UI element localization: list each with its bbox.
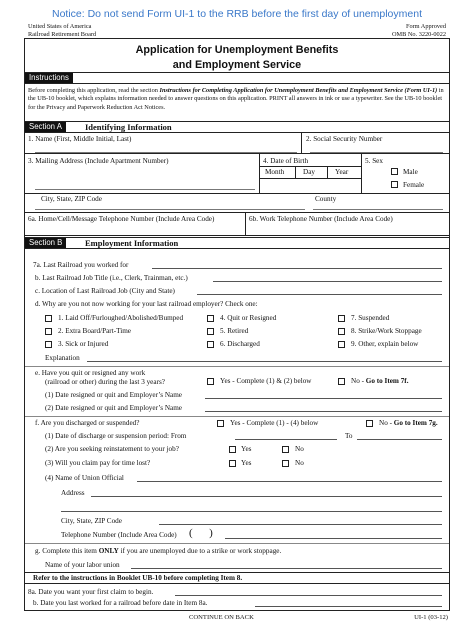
strike-question-only: ONLY [98, 547, 119, 555]
reason-6-label: 6. Discharged [220, 340, 260, 348]
rule [25, 212, 449, 213]
sex-label: 5. Sex [365, 157, 383, 165]
dob-month-label: Month [265, 168, 285, 176]
divider [327, 166, 328, 178]
divider [301, 133, 302, 153]
last-railroad-field[interactable] [152, 268, 442, 269]
job-location-label: c. Location of Last Railroad Job (City and State) [35, 287, 175, 295]
quit-1-label: (1) Date resigned or quit and Employer’s Name [45, 391, 182, 399]
explanation-field[interactable] [87, 361, 442, 362]
reason-1-checkbox[interactable] [45, 315, 52, 322]
continue-on-back: CONTINUE ON BACK [189, 614, 254, 621]
last-worked-date-label: b. Date you last worked for a railroad before date in Item 8a. [33, 599, 208, 607]
name-field[interactable] [35, 152, 297, 153]
job-location-field[interactable] [197, 294, 442, 295]
union-address-field[interactable] [91, 496, 442, 497]
quit-question-line-1: e. Have you quit or resigned any work [35, 369, 146, 377]
reason-5-label: 5. Retired [220, 327, 249, 335]
form-title-line-2: and Employment Service [172, 58, 302, 71]
ssn-field[interactable] [310, 152, 443, 153]
dob-day-label: Day [303, 168, 315, 176]
reinstatement-yes-label: Yes [241, 445, 252, 453]
quit-yes-label: Yes - Complete (1) & (2) below [220, 377, 312, 385]
instructions-italic: Instructions for Completing Application for Unemployment Benefits and Employment Service (Form UI-1) [159, 87, 438, 94]
quit-yes-checkbox[interactable] [207, 378, 214, 385]
quit-1-field[interactable] [205, 398, 442, 399]
form-id: UI-1 (03-12) [414, 614, 448, 621]
reason-8-checkbox[interactable] [338, 328, 345, 335]
divider [295, 166, 296, 178]
section-a-title: Identifying Information [85, 122, 172, 132]
discharge-no-goto: Go to Item 7g. [393, 419, 438, 427]
reason-3-label: 3. Sick or Injured [58, 340, 109, 348]
reason-question: d. Why are you not now working for your last railroad employer? Check one: [35, 300, 258, 308]
reason-9-label: 9. Other, explain below [351, 340, 419, 348]
reason-5-checkbox[interactable] [207, 328, 214, 335]
rule [25, 416, 449, 417]
section-b-header [25, 237, 449, 249]
reason-8-label: 8. Strike/Work Stoppage [351, 327, 422, 335]
discharge-to-label: To [345, 432, 353, 440]
divider [259, 153, 260, 193]
discharge-no-checkbox[interactable] [366, 420, 373, 427]
city-state-zip-field[interactable] [35, 209, 305, 210]
section-b-tag: Section B [25, 238, 66, 248]
name-label: 1. Name (First, Middle Initial, Last) [28, 135, 132, 143]
mailing-address-label: 3. Mailing Address (Include Apartment Number) [28, 157, 169, 165]
reason-7-checkbox[interactable] [338, 315, 345, 322]
section-b-title: Employment Information [85, 238, 179, 248]
explanation-label: Explanation [45, 354, 80, 362]
reinstatement-yes-checkbox[interactable] [229, 446, 236, 453]
divider [245, 212, 246, 235]
mailing-address-field[interactable] [35, 189, 255, 190]
divider [361, 153, 362, 193]
omb-block [392, 23, 446, 38]
work-phone-label: 6b. Work Telephone Number (Include Area Code) [249, 215, 393, 223]
union-official-field[interactable] [137, 481, 442, 482]
instructions-text [28, 87, 448, 112]
strike-question-pre: g. Complete this item [35, 547, 99, 555]
discharge-period-label: (1) Date of discharge or suspension period: From [45, 432, 187, 440]
dob-label: 4. Date of Birth [263, 157, 309, 165]
discharge-question: f. Are you discharged or suspended? [35, 419, 140, 427]
reason-2-checkbox[interactable] [45, 328, 52, 335]
time-lost-no-checkbox[interactable] [282, 460, 289, 467]
instructions-header [25, 72, 449, 84]
section-a-header [25, 121, 449, 133]
time-lost-no-label: No [295, 459, 304, 467]
rule [25, 235, 449, 236]
reason-2-label: 2. Extra Board/Part-Time [58, 327, 131, 335]
union-city-field[interactable] [159, 524, 442, 525]
reason-7-label: 7. Suspended [351, 314, 390, 322]
female-checkbox[interactable] [391, 181, 398, 188]
quit-no-goto: Go to Item 7f. [365, 377, 409, 385]
rule [25, 153, 449, 154]
reason-6-checkbox[interactable] [207, 341, 214, 348]
item-8-band [25, 572, 449, 584]
instructions-post: in the UB-10 booklet, which explains information needed to answer questions on this application. PRINT all answers in ink or use a typewriter. See the UB-10 booklet for the Privacy and Paperwork Reduction Act Notices. [28, 87, 444, 111]
time-lost-yes-label: Yes [241, 459, 252, 467]
union-address-field-2[interactable] [61, 511, 442, 512]
union-official-label: (4) Name of Union Official [45, 474, 124, 482]
home-phone-label: 6a. Home/Cell/Message Telephone Number (Include Area Code) [28, 215, 215, 223]
agency-name [28, 23, 96, 38]
rule [259, 166, 361, 167]
labor-union-field[interactable] [131, 568, 442, 569]
time-lost-yes-checkbox[interactable] [229, 460, 236, 467]
discharge-to-field[interactable] [357, 439, 442, 440]
section-a-tag: Section A [25, 122, 66, 132]
labor-union-label: Name of your labor union [45, 561, 120, 569]
reason-1-label: 1. Laid Off/Furloughed/Abolished/Bumped [58, 314, 184, 322]
agency-line-2: Railroad Retirement Board [28, 30, 97, 38]
reason-3-checkbox[interactable] [45, 341, 52, 348]
strike-question-post: if you are unemployed due to a strike or work stoppage. [118, 547, 282, 555]
rule [25, 366, 449, 367]
county-label: County [315, 195, 337, 203]
notice-banner: Notice: Do not send Form UI-1 to the RRB before the first day of unemployment [51, 8, 422, 20]
union-phone-field[interactable] [225, 538, 442, 539]
discharge-yes-label: Yes - Complete (1) - (4) below [230, 419, 319, 427]
form-title-line-1: Application for Unemployment Benefits [135, 44, 339, 56]
quit-no-text: No - [351, 377, 366, 385]
instructions-tag: Instructions [25, 73, 73, 83]
dob-year-label: Year [335, 168, 349, 176]
reinstatement-no-label: No [295, 445, 304, 453]
reason-9-checkbox[interactable] [338, 341, 345, 348]
quit-2-label: (2) Date resigned or quit and Employer’s Name [45, 404, 182, 412]
last-worked-date-field[interactable] [255, 606, 442, 607]
quit-question-line-2: (railroad or other) during the last 3 years? [45, 378, 165, 386]
instructions-pre: Before completing this application, read the section [28, 87, 160, 94]
time-lost-question: (3) Will you claim pay for time lost? [45, 459, 151, 467]
first-claim-date-field[interactable] [175, 595, 442, 596]
reason-4-checkbox[interactable] [207, 315, 214, 322]
first-claim-date-label: 8a. Date you want your first claim to begin. [28, 588, 154, 596]
quit-2-field[interactable] [205, 411, 442, 412]
union-phone-label: Telephone Number (Include Area Code) [61, 531, 177, 539]
discharge-no-text: No - [379, 419, 394, 427]
reinstatement-question: (2) Are you seeking reinstatement to your job? [45, 445, 179, 453]
discharge-from-field[interactable] [235, 439, 337, 440]
rule [259, 178, 361, 179]
male-label: Male [403, 168, 418, 176]
quit-no-label [351, 377, 409, 385]
job-title-label: b. Last Railroad Job Title (i.e., Clerk, Trainman, etc.) [35, 274, 188, 282]
rule [25, 193, 449, 194]
union-city-label: City, State, ZIP Code [61, 517, 122, 525]
application-form [24, 38, 450, 611]
ssn-label: 2. Social Security Number [306, 135, 383, 143]
area-code-parens[interactable]: ( ) [189, 527, 213, 539]
omb-line-1: Form Approved [405, 23, 446, 30]
county-field[interactable] [313, 209, 443, 210]
discharge-yes-checkbox[interactable] [217, 420, 224, 427]
male-checkbox[interactable] [391, 168, 398, 175]
rule [25, 543, 449, 544]
job-title-field[interactable] [213, 281, 442, 282]
last-railroad-label: 7a. Last Railroad you worked for [33, 261, 129, 269]
female-label: Female [403, 181, 425, 189]
discharge-no-label [379, 419, 438, 427]
quit-no-checkbox[interactable] [338, 378, 345, 385]
strike-question [35, 547, 281, 555]
agency-line-1: United States of America [28, 23, 92, 30]
union-address-label: Address [61, 489, 85, 497]
city-state-zip-label: City, State, ZIP Code [41, 195, 102, 203]
reason-4-label: 4. Quit or Resigned [220, 314, 277, 322]
item-8-instructions: Refer to the instructions in Booklet UB-10 before completing Item 8. [33, 574, 243, 582]
reinstatement-no-checkbox[interactable] [282, 446, 289, 453]
omb-line-2: OMB No. 3220-0022 [391, 30, 446, 38]
form-title [25, 43, 449, 72]
